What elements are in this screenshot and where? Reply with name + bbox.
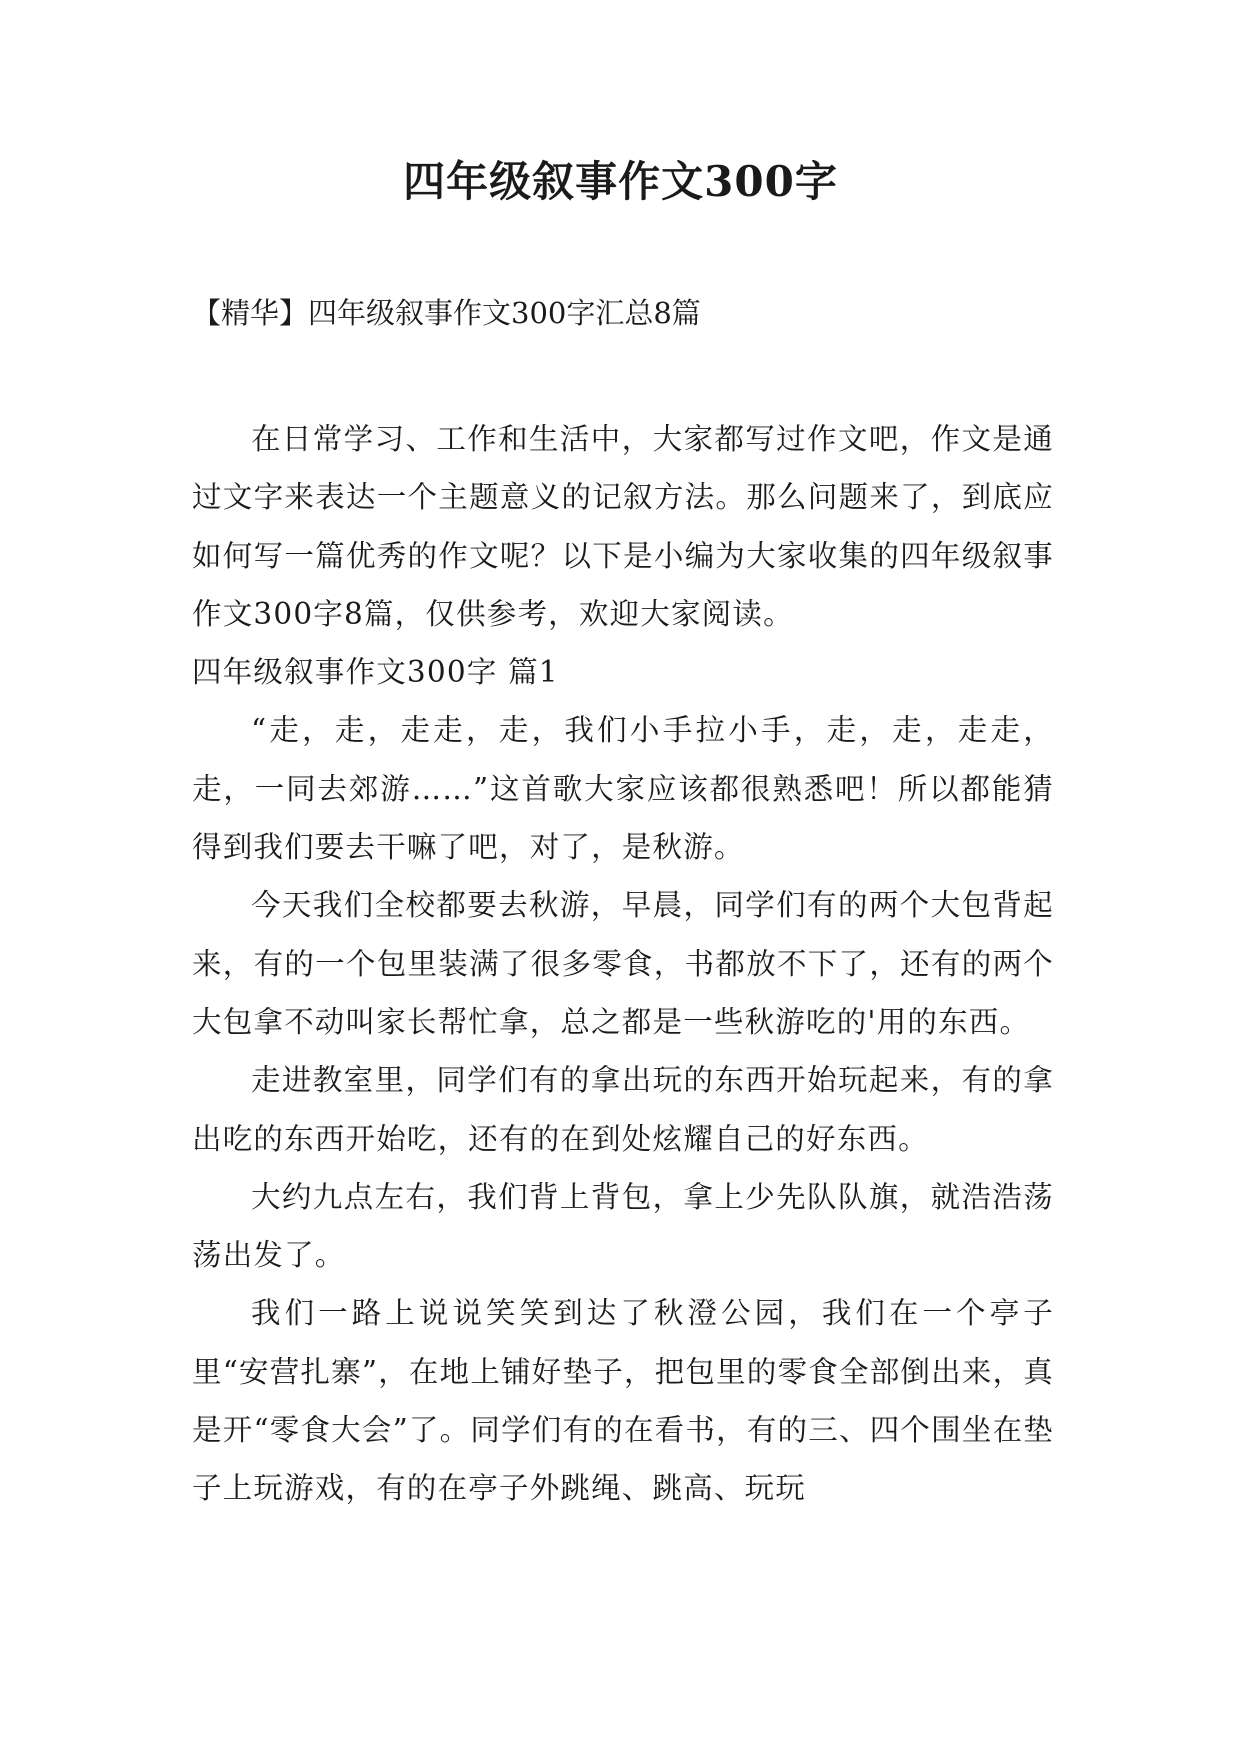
body-paragraph: “走，走，走走，走，我们小手拉小手，走，走，走走，走，一同去郊游……”这首歌大家应该都很熟悉吧！所以都能猜得到我们要去干嘛了吧，对了，是秋游。 xyxy=(192,713,1054,865)
body-paragraph: 大约九点左右，我们背上背包，拿上少先队队旗，就浩浩荡荡出发了。 xyxy=(192,1179,1054,1273)
body-paragraph: 我们一路上说说笑笑到达了秋澄公园，我们在一个亭子里“安营扎寨”，在地上铺好垫子，把包里的零食全部倒出来，真是开“零食大会”了。同学们有的在看书，有的三、四个围坐在垫子上玩游戏，有的在亭子外跳绳、跳高、玩玩 xyxy=(192,1296,1054,1506)
document-body xyxy=(192,410,1054,1518)
document-subtitle: 【精华】四年级叙事作文300字汇总8篇 xyxy=(192,296,701,330)
body-paragraph: 走进教室里，同学们有的拿出玩的东西开始玩起来，有的拿出吃的东西开始吃，还有的在到处炫耀自己的好东西。 xyxy=(192,1063,1054,1156)
intro-paragraph: 在日常学习、工作和生活中，大家都写过作文吧，作文是通过文字来表达一个主题意义的记叙方法。那么问题来了，到底应如何写一篇优秀的作文呢？以下是小编为大家收集的四年级叙事作文300字8篇，仅供参考，欢迎大家阅读。 xyxy=(192,422,1054,631)
body-paragraph: 今天我们全校都要去秋游，早晨，同学们有的两个大包背起来，有的一个包里装满了很多零食，书都放不下了，还有的两个大包拿不动叫家长帮忙拿，总之都是一些秋游吃的'用的东西。 xyxy=(192,888,1054,1039)
section-heading: 四年级叙事作文300字 篇1 xyxy=(192,655,559,690)
document-title: 四年级叙事作文300字 xyxy=(403,157,838,206)
